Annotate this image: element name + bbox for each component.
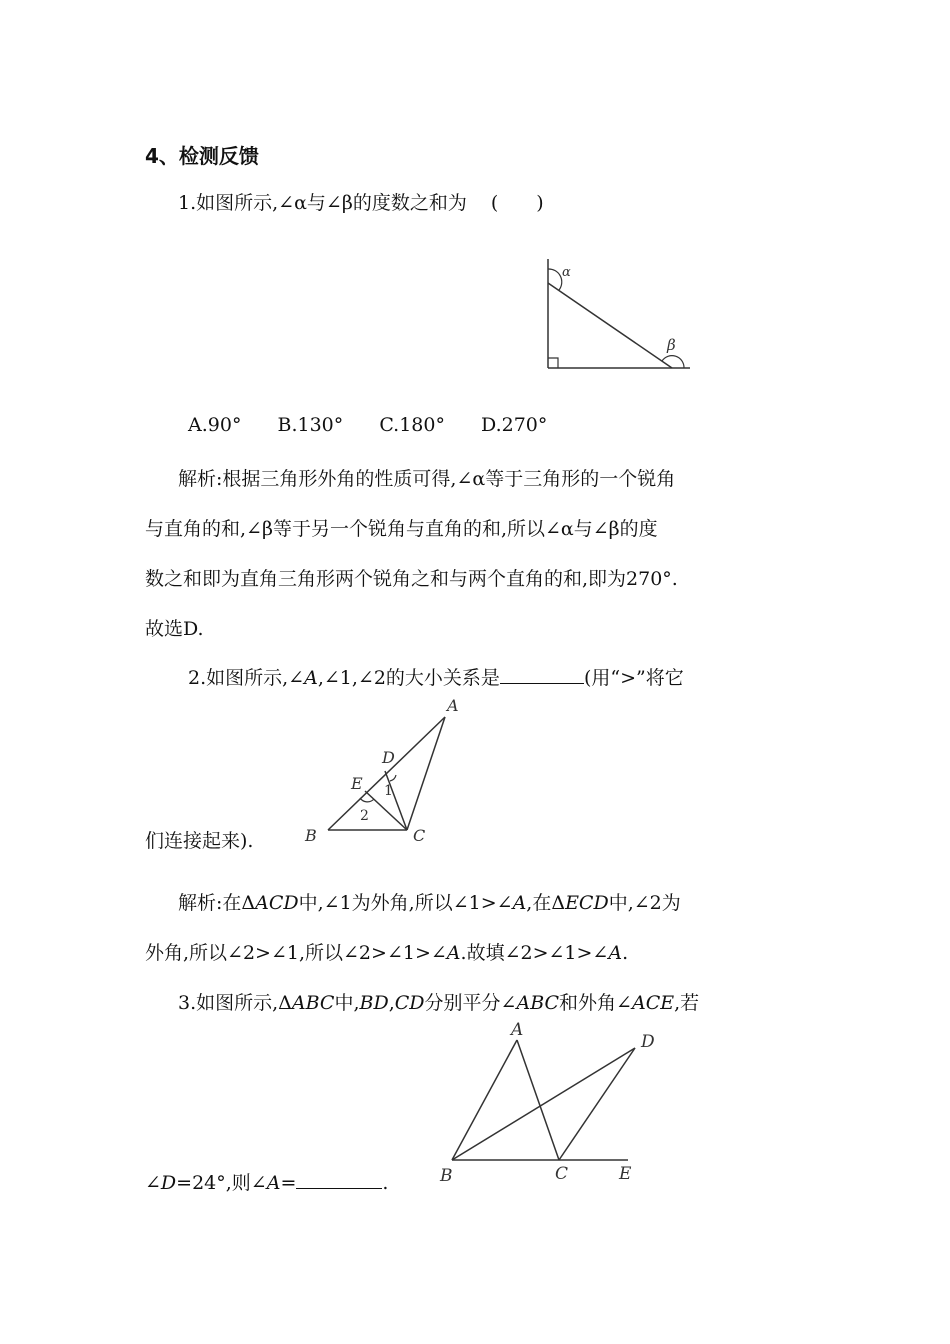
q2-stem-part-1: 2.如图所示,∠ bbox=[188, 667, 305, 689]
q2-stem-end: 们连接起来). bbox=[145, 830, 254, 852]
q3-figure bbox=[435, 1015, 665, 1190]
q1-analysis-line-3: 数之和即为直角三角形两个锐角之和与两个直角的和,即为270°. bbox=[145, 568, 678, 590]
q3-stem-v3: CD bbox=[394, 992, 425, 1014]
q2-an1-p2: 中,∠1为外角,所以∠1>∠ bbox=[298, 892, 513, 914]
q1-stem bbox=[178, 188, 544, 215]
q2-label-a: A bbox=[447, 696, 459, 715]
q2-label-c: C bbox=[413, 826, 426, 845]
q2-side-ac bbox=[407, 717, 445, 830]
q1-hypotenuse bbox=[548, 283, 672, 368]
q2-segment-dc bbox=[385, 771, 407, 830]
q2-label-1: 1 bbox=[384, 783, 393, 799]
q3-side-ba bbox=[452, 1040, 517, 1160]
q2-figure bbox=[300, 695, 475, 850]
q2-an2-p1: 外角,所以∠2>∠1,所以∠2>∠1>∠ bbox=[145, 942, 447, 964]
q2-an2-p2: .故填∠2>∠1>∠ bbox=[460, 942, 609, 964]
q3-l2-v2: A bbox=[266, 1172, 281, 1194]
q3-l2-p3: = bbox=[280, 1172, 297, 1194]
q2-stem-part-2: ,∠1,∠2的大小关系是 bbox=[317, 667, 500, 689]
q3-stem-p1: 3.如图所示,Δ bbox=[178, 992, 292, 1014]
q2-an1-v3: ECD bbox=[565, 892, 609, 914]
q1-option-d: D.270° bbox=[481, 414, 548, 436]
q1-beta-arc bbox=[662, 356, 684, 368]
q2-an2-v1: A bbox=[446, 942, 461, 964]
q1-analysis-line-1: 解析:根据三角形外角的性质可得,∠α等于三角形的一个锐角 bbox=[178, 468, 676, 490]
q3-stem-v2: BD bbox=[359, 992, 389, 1014]
q1-stem-text: 1.如图所示,∠α与∠β的度数之和为 bbox=[178, 192, 467, 214]
q2-stem-var-a: A bbox=[304, 667, 318, 689]
q2-an2-v2: A bbox=[608, 942, 623, 964]
q1-answer-parens: ( ) bbox=[490, 192, 544, 214]
q1-right-angle-mark bbox=[548, 358, 558, 368]
q2-label-e: E bbox=[351, 774, 363, 793]
q2-an1-p3: ,在Δ bbox=[526, 892, 566, 914]
q1-label-beta: β bbox=[667, 336, 676, 354]
q1-analysis-line-2: 与直角的和,∠β等于另一个锐角与直角的和,所以∠α与∠β的度 bbox=[145, 518, 658, 540]
q3-stem-v4: ABC bbox=[516, 992, 560, 1014]
q2-an1-p4: 中,∠2为 bbox=[608, 892, 681, 914]
q3-l2-p4: . bbox=[382, 1172, 389, 1194]
q3-stem bbox=[178, 988, 699, 1015]
q2-stem bbox=[188, 663, 684, 690]
q3-segment-cd bbox=[559, 1048, 635, 1160]
q1-options bbox=[188, 414, 547, 436]
q3-label-a: A bbox=[511, 1020, 524, 1040]
q2-stem-part-3: (用“>”将它 bbox=[583, 667, 684, 689]
q1-label-alpha: α bbox=[562, 265, 571, 280]
q3-l2-v1: D bbox=[160, 1172, 177, 1194]
q3-label-c: C bbox=[555, 1164, 569, 1184]
q3-stem-p6: ,若 bbox=[674, 992, 700, 1014]
section-heading: 4、检测反馈 bbox=[145, 144, 259, 168]
q2-an2-p3: . bbox=[622, 942, 629, 964]
q3-l2-p1: ∠ bbox=[145, 1172, 161, 1194]
q3-l2-p2: =24°,则∠ bbox=[176, 1172, 267, 1194]
q2-analysis-line-2 bbox=[145, 938, 628, 965]
q2-angle-1-arc bbox=[390, 775, 396, 781]
q3-label-e: E bbox=[619, 1164, 632, 1184]
q3-stem-p3: , bbox=[388, 992, 395, 1014]
q2-an1-v2: A bbox=[512, 892, 527, 914]
q3-side-ac bbox=[517, 1040, 559, 1160]
q2-label-b: B bbox=[305, 826, 317, 845]
q3-segment-bd bbox=[452, 1048, 635, 1160]
q2-angle-2-arc bbox=[360, 798, 374, 802]
q3-stem-p5: 和外角∠ bbox=[559, 992, 632, 1014]
q3-stem-v5: ACE bbox=[631, 992, 675, 1014]
q3-line-2 bbox=[145, 1168, 388, 1195]
q3-answer-blank bbox=[296, 1172, 382, 1189]
q2-answer-blank bbox=[500, 667, 584, 684]
q2-an1-p1: 解析:在Δ bbox=[178, 892, 256, 914]
q2-analysis-line-1 bbox=[178, 888, 681, 915]
q3-stem-p2: 中, bbox=[334, 992, 360, 1014]
q2-label-2: 2 bbox=[360, 808, 369, 824]
q1-option-a: A.90° bbox=[188, 414, 242, 436]
q1-figure bbox=[540, 255, 700, 380]
q3-stem-v1: ABC bbox=[291, 992, 335, 1014]
q3-label-b: B bbox=[440, 1166, 453, 1186]
q3-stem-p4: 分别平分∠ bbox=[424, 992, 517, 1014]
q1-analysis-line-4: 故选D. bbox=[145, 618, 204, 640]
q1-option-b: B.130° bbox=[277, 414, 344, 436]
q2-an1-v1: ACD bbox=[255, 892, 299, 914]
q3-label-d: D bbox=[641, 1032, 655, 1052]
q2-label-d: D bbox=[382, 748, 395, 767]
q1-option-c: C.180° bbox=[379, 414, 445, 436]
